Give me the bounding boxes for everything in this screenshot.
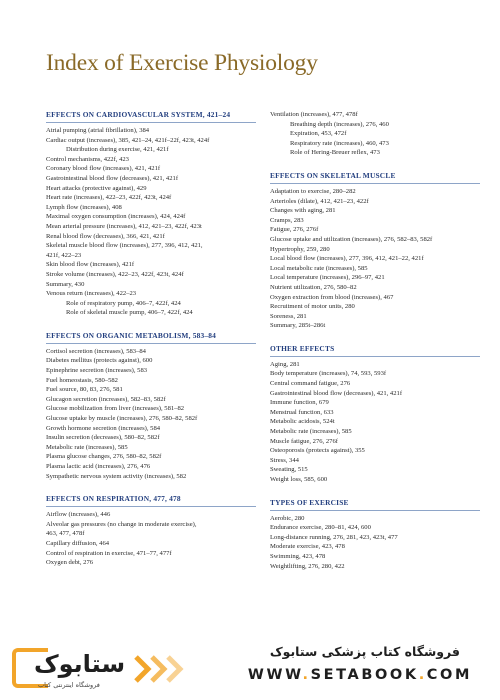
index-entry: Arterioles (dilate), 412, 421–23, 422f xyxy=(270,197,369,205)
index-entry: Metabolic acidosis, 524t xyxy=(270,418,335,426)
index-section xyxy=(270,344,480,485)
index-entry: Summary, 285t–286t xyxy=(270,322,326,330)
index-entry: Diabetes mellitus (protects against), 600 xyxy=(46,357,153,365)
index-entry: Soreness, 281 xyxy=(270,312,307,320)
index-entry: Cortisol secretion (increases), 583–84 xyxy=(46,347,146,355)
index-entry: Glucose uptake by muscle (increases), 276, 580–82, 582f xyxy=(46,415,198,423)
index-entry: Control mechanisms, 422f, 423 xyxy=(46,155,129,163)
index-entry: Stroke volume (increases), 422–23, 422f, 423t, 424f xyxy=(46,270,184,278)
index-entry: Stress, 344 xyxy=(270,456,299,464)
index-entry: Muscle fatigue, 276, 276f xyxy=(270,437,338,445)
index-entry: Renal blood flow (decreases), 366, 421, 421f xyxy=(46,232,165,240)
index-entry: Oxygen debt, 276 xyxy=(46,559,94,567)
page-title: Index of Exercise Physiology xyxy=(46,50,318,76)
url-suffix: COM xyxy=(426,667,472,683)
section-heading: TYPES OF EXERCISE xyxy=(270,498,480,511)
right-column xyxy=(270,110,480,584)
index-entry: Plasma lactic acid (increases), 276, 476 xyxy=(46,463,151,470)
index-subentry: Distribution during exercise, 421, 421f xyxy=(66,146,169,154)
index-entry: Long-distance running, 276, 281, 423, 423t, 477 xyxy=(270,533,398,541)
index-entry: Lymph flow (increases), 408 xyxy=(46,203,122,211)
index-entry: Endurance exercise, 280–81, 424, 600 xyxy=(270,524,371,532)
index-entry: Coronary blood flow (increases), 421, 421f xyxy=(46,165,161,173)
index-entry: Central command fatigue, 276 xyxy=(270,380,351,388)
index-entry: Alveolar gas pressures (no change in moderate exercise), xyxy=(46,520,197,528)
index-entry: Immune function, 679 xyxy=(270,399,329,407)
index-entry: Menstrual function, 633 xyxy=(270,408,334,416)
index-entry: Adaptation to exercise, 280–282 xyxy=(270,187,356,195)
index-section xyxy=(270,171,480,331)
index-entry: Metabolic rate (increases), 585 xyxy=(270,428,352,436)
index-entry: Insulin secretion (decreases), 580–82, 582f xyxy=(46,434,160,442)
logo-text: ستابوک xyxy=(34,650,126,678)
url-dot: . xyxy=(302,667,311,683)
index-subentry: Role of respiratory pump, 406–7, 422f, 424 xyxy=(66,299,181,307)
index-entry: Fatigue, 276, 276f xyxy=(270,226,319,234)
url-dot: . xyxy=(418,667,427,683)
index-section xyxy=(46,494,256,568)
section-heading: EFFECTS ON SKELETAL MUSCLE xyxy=(270,171,480,184)
index-entry: Maximal oxygen consumption (increases), 424, 424f xyxy=(46,213,186,221)
index-entry: Weightlifting, 276, 280, 422 xyxy=(270,562,345,570)
footer-banner xyxy=(0,642,500,700)
index-subentry: Role of Hering-Breuer reflex, 473 xyxy=(290,149,380,157)
index-entry: Body temperature (increases), 74, 593, 593f xyxy=(270,370,387,378)
index-entry: Glucose mobilization from liver (increases), 581–82 xyxy=(46,405,185,413)
index-entry: Cardiac output (increases), 385, 421–24, 421f–22f, 423t, 424f xyxy=(46,136,210,144)
index-section xyxy=(270,110,480,158)
index-entry: Heart attacks (protective against), 429 xyxy=(46,184,147,192)
index-entry: Local blood flow (increases), 277, 396, 412, 421–22, 421f xyxy=(270,255,424,263)
index-entry: Glucose uptake and utilization (increases), 276, 582–83, 582f xyxy=(270,235,433,243)
index-entry: Growth hormone secretion (increases), 584 xyxy=(46,424,161,432)
index-entry: Metabolic rate (increases), 585 xyxy=(46,443,128,451)
index-entry: Heart rate (increases), 422–23, 422f, 423t, 424f xyxy=(46,194,172,202)
index-entry: Ventilation (increases), 477, 478f xyxy=(270,111,358,118)
index-entry: Plasma glucose changes, 276, 580–82, 582f xyxy=(46,453,162,461)
index-entry: Hypertrophy, 259, 280 xyxy=(270,245,330,253)
index-entry: Fuel source, 80, 83, 276, 581 xyxy=(46,386,123,394)
index-entry: Recruitment of motor units, 280 xyxy=(270,303,355,311)
index-entry: Moderate exercise, 423, 478 xyxy=(270,543,345,551)
index-entry: Skin blood flow (increases), 421f xyxy=(46,261,135,269)
index-subentry: Role of skeletal muscle pump, 406–7, 422f, 424 xyxy=(66,309,193,317)
index-entry: Airflow (increases), 446 xyxy=(46,511,111,519)
index-entry: Changes with aging, 281 xyxy=(270,207,336,215)
index-entry: Nutrient utilization, 276, 580–82 xyxy=(270,283,357,291)
index-entry: Aging, 281 xyxy=(270,360,300,368)
index-entry: 421f, 422–23 xyxy=(46,251,82,259)
left-column xyxy=(46,110,256,581)
chevron-decoration-icon xyxy=(134,654,194,684)
index-entry: 463, 477, 478f xyxy=(46,530,85,538)
store-name: فروشگاه کتاب پزشکی ستابوک xyxy=(269,644,460,659)
index-entry: Local temperature (increases), 296–97, 421 xyxy=(270,274,385,282)
index-entry: Gastrointestinal blood flow (decreases), 421, 421f xyxy=(46,174,179,182)
index-entry: Swimming, 423, 478 xyxy=(270,552,326,560)
index-entry: Local metabolic rate (increases), 585 xyxy=(270,264,368,272)
index-entry: Oxygen extraction from blood (increases), 467 xyxy=(270,293,394,301)
index-entry: Atrial pumping (atrial fibrillation), 384 xyxy=(46,127,150,134)
index-subentry: Breathing depth (increases), 276, 460 xyxy=(290,120,389,128)
url-prefix: WWW xyxy=(247,667,303,683)
index-entry: Cramps, 283 xyxy=(270,216,304,224)
index-entry: Summary, 430 xyxy=(46,280,85,288)
section-heading: EFFECTS ON CARDIOVASCULAR SYSTEM, 421–24 xyxy=(46,110,256,123)
index-subentry: Respiratory rate (increases), 460, 473 xyxy=(290,139,389,147)
index-section xyxy=(46,110,256,318)
index-subentry: Expiration, 453, 472f xyxy=(290,130,347,138)
index-entry: Sympathetic nervous system activity (increases), 582 xyxy=(46,472,187,480)
logo-tagline: فروشگاه اینترنتی کتاب xyxy=(38,681,100,689)
index-entry: Osteoporosis (protects against), 355 xyxy=(270,447,365,455)
index-entry: Fuel homeostasis, 580–582 xyxy=(46,376,118,384)
index-entry: Weight loss, 585, 600 xyxy=(270,476,328,483)
index-entry: Mean arterial pressure (increases), 412, 421–23, 422f, 423t xyxy=(46,222,202,230)
index-entry: Skeletal muscle blood flow (increases), 277, 396, 412, 421, xyxy=(46,242,203,250)
section-heading: EFFECTS ON RESPIRATION, 477, 478 xyxy=(46,494,256,507)
section-heading: EFFECTS ON ORGANIC METABOLISM, 583–84 xyxy=(46,331,256,344)
index-entry: Epinephrine secretion (increases), 583 xyxy=(46,367,148,375)
index-section xyxy=(46,331,256,481)
section-heading: OTHER EFFECTS xyxy=(270,344,480,357)
index-entry: Sweating, 515 xyxy=(270,466,308,474)
index-entry: Control of respiration in exercise, 471–77, 477f xyxy=(46,549,172,557)
index-entry: Glucagon secretion (increases), 582–83, 582f xyxy=(46,395,166,403)
index-section xyxy=(270,498,480,572)
url-domain: SETABOOK xyxy=(310,667,419,683)
index-entry: Capillary diffusion, 464 xyxy=(46,539,110,547)
index-entry: Aerobic, 280 xyxy=(270,514,305,522)
index-entry: Gastrointestinal blood flow (decreases), 421, 421f xyxy=(270,389,403,397)
index-entry: Venous return (increases), 422–23 xyxy=(46,290,137,298)
store-url-link[interactable] xyxy=(248,667,472,683)
setabook-logo[interactable] xyxy=(12,646,126,694)
